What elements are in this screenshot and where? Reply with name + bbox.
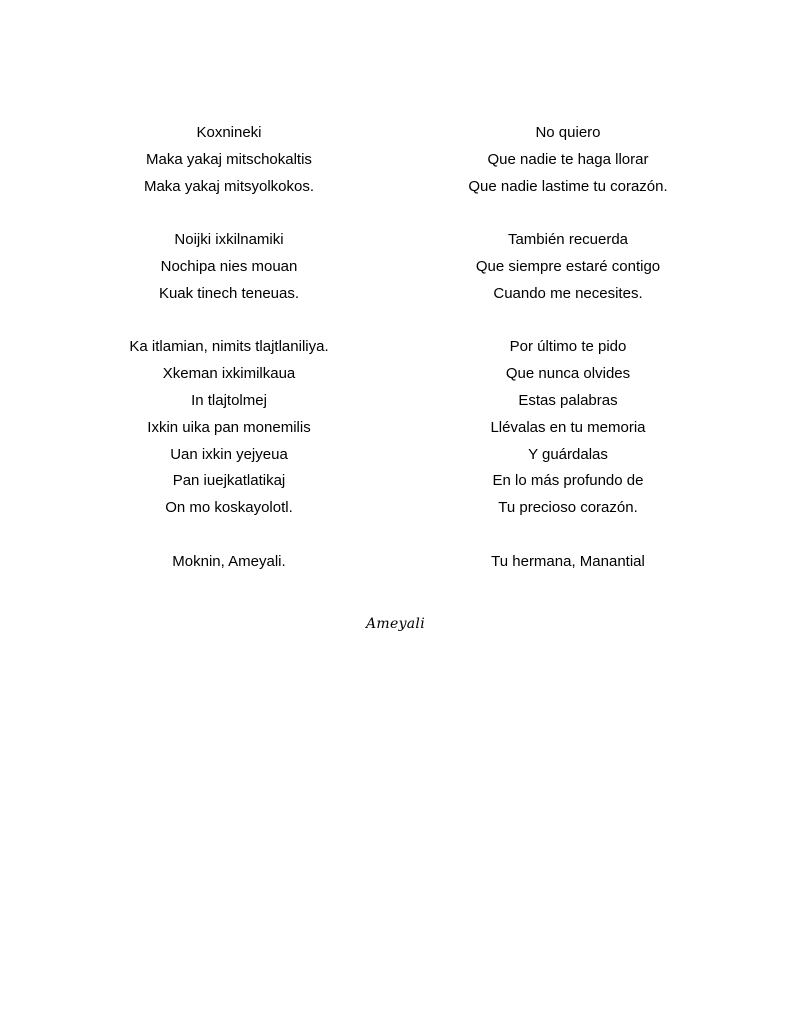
poem-line: Kuak tinech teneuas. (158, 284, 300, 302)
poem-line: Nochipa nies mouan (160, 257, 298, 275)
author-signature: Ameyali (366, 616, 425, 632)
poem-closing-line: Tu hermana, Manantial (491, 552, 645, 570)
poem-line: Que nadie lastime tu corazón. (468, 177, 668, 195)
poem-line: Maka yakaj mitsyolkokos. (143, 177, 315, 195)
poem-line: Koxnineki (196, 124, 262, 141)
stanza (418, 227, 718, 307)
poem-line: Uan ixkin yejyeua (170, 445, 288, 463)
stanza (79, 120, 379, 200)
poem-line: Que siempre estaré contigo (475, 257, 661, 275)
poem-line: Llévalas en tu memoria (490, 418, 646, 436)
closing-stanza (79, 549, 379, 576)
stanza (79, 227, 379, 307)
poem-line: Por último te pido (509, 338, 627, 356)
poem-line: On mo koskayolotl. (165, 499, 293, 517)
poem-line: No quiero (535, 124, 601, 141)
closing-stanza (418, 549, 718, 576)
poem-line: En lo más profundo de (492, 472, 644, 490)
stanza (418, 120, 718, 200)
poem-line: Maka yakaj mitschokaltis (146, 150, 312, 168)
stanza (418, 334, 718, 522)
poem-line: También recuerda (507, 231, 629, 249)
poem-line: Y guárdalas (528, 445, 608, 463)
poem-line: Xkeman ixkimilkaua (162, 365, 296, 383)
poem-line: Que nadie te haga llorar (487, 150, 649, 168)
poem-line: In tlajtolmej (191, 391, 267, 409)
poem-line: Pan iuejkatlatikaj (172, 472, 286, 490)
poem-line: Tu precioso corazón. (498, 499, 638, 517)
poem-line: Que nunca olvides (505, 365, 631, 383)
spanish-column (418, 120, 718, 602)
nahuatl-column (79, 120, 379, 602)
poem-line: Estas palabras (518, 391, 618, 409)
poem-line: Ka itlamian, nimits tlajtlaniliya. (129, 338, 329, 356)
poem-line: Cuando me necesites. (493, 284, 643, 302)
poem-line: Noijki ixkilnamiki (174, 231, 284, 249)
poem-line: Ixkin uika pan monemilis (147, 418, 311, 436)
poem-closing-line: Moknin, Ameyali. (172, 552, 286, 570)
stanza (79, 334, 379, 522)
